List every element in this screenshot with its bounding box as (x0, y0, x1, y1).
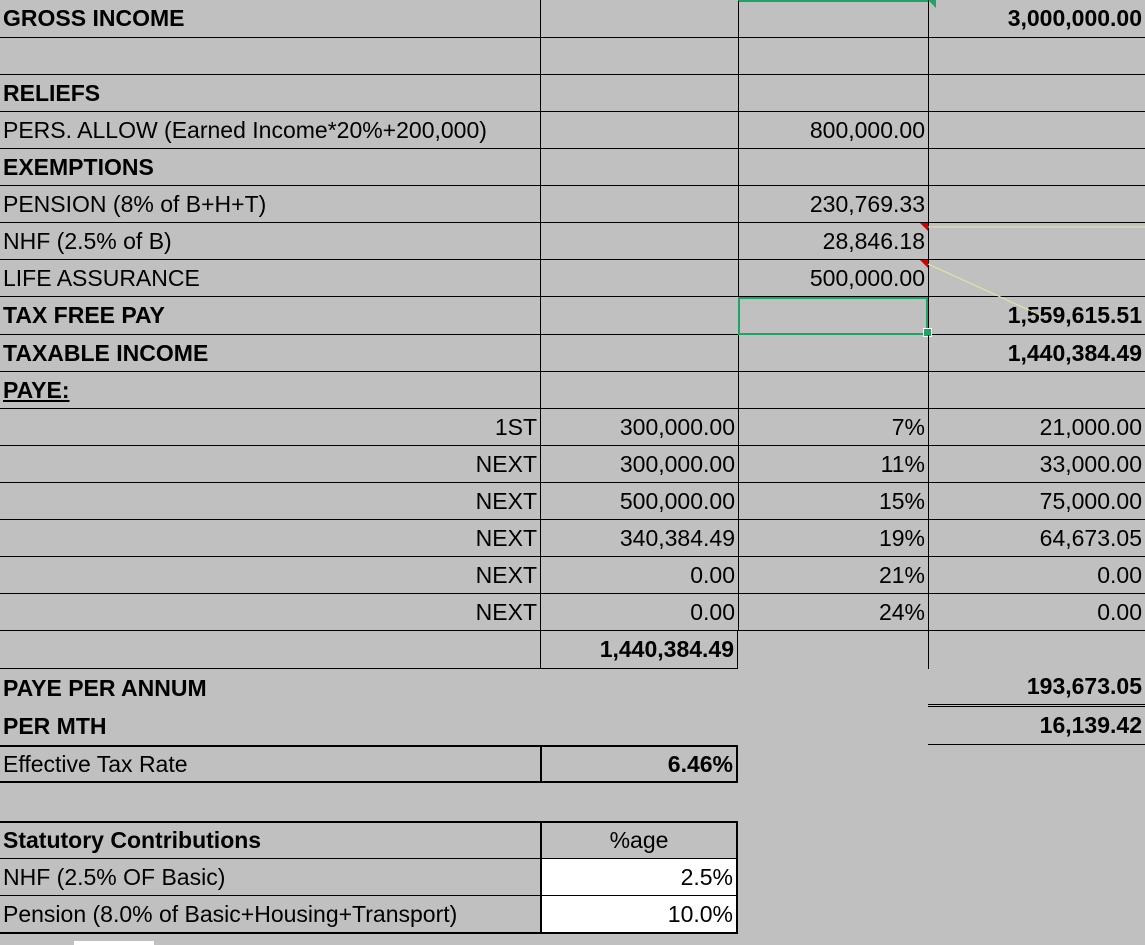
cell-tax-free-pay-label[interactable]: TAX FREE PAY (0, 297, 540, 335)
cell-nhf-label[interactable]: NHF (2.5% of B) (0, 223, 540, 260)
cell-band-rate[interactable]: 11% (738, 446, 928, 483)
cell-band-amount[interactable]: 300,000.00 (540, 409, 738, 446)
cell-statutory-label[interactable]: NHF (2.5% OF Basic) (0, 859, 540, 896)
cell-band-tax[interactable]: 75,000.00 (928, 483, 1145, 520)
cell-exemptions-label[interactable]: EXEMPTIONS (0, 149, 540, 186)
cell-band-rate[interactable]: 21% (738, 557, 928, 594)
cell-band-label[interactable]: NEXT (0, 594, 540, 631)
cell-paye-label[interactable]: PAYE: (0, 372, 540, 409)
cell-band-tax[interactable]: 33,000.00 (928, 446, 1145, 483)
cell-tax-free-pay-total[interactable]: 1,559,615.51 (928, 297, 1145, 335)
cell-pers-allow-amount[interactable]: 800,000.00 (738, 112, 928, 149)
cell-band-amount[interactable]: 300,000.00 (540, 446, 738, 483)
cell-paye-per-annum-value[interactable]: 193,673.05 (928, 669, 1145, 707)
cell-pension-label[interactable]: PENSION (8% of B+H+T) (0, 186, 540, 223)
cell-band-total[interactable]: 1,440,384.49 (540, 631, 738, 669)
cell-band-amount[interactable]: 0.00 (540, 594, 738, 631)
cell-band-tax[interactable]: 0.00 (928, 557, 1145, 594)
cell-life-assurance-amount[interactable]: 500,000.00 (738, 260, 928, 297)
cell-band-label[interactable]: NEXT (0, 557, 540, 594)
scrollbar-stub[interactable] (74, 941, 154, 945)
cell-band-rate[interactable]: 7% (738, 409, 928, 446)
cell-band-label[interactable]: NEXT (0, 446, 540, 483)
cell-band-label[interactable]: NEXT (0, 520, 540, 557)
cell-band-tax[interactable]: 0.00 (928, 594, 1145, 631)
cell-band-amount[interactable]: 0.00 (540, 557, 738, 594)
cell-gross-income-total[interactable]: 3,000,000.00 (928, 0, 1145, 38)
cell-band-amount[interactable]: 500,000.00 (540, 483, 738, 520)
cell-nhf-amount[interactable]: 28,846.18 (738, 223, 928, 260)
cell-band-rate[interactable]: 19% (738, 520, 928, 557)
cell-taxable-income-label[interactable]: TAXABLE INCOME (0, 335, 540, 372)
cell-reliefs-label[interactable]: RELIEFS (0, 75, 540, 112)
cell-band-tax[interactable]: 64,673.05 (928, 520, 1145, 557)
cell-band-rate[interactable]: 24% (738, 594, 928, 631)
cell-pension-amount[interactable]: 230,769.33 (738, 186, 928, 223)
cell-statutory-title[interactable]: Statutory Contributions (0, 821, 540, 859)
cell-pers-allow-label[interactable]: PERS. ALLOW (Earned Income*20%+200,000) (0, 112, 540, 149)
cell-band-label[interactable]: NEXT (0, 483, 540, 520)
cell-per-month-label[interactable]: PER MTH (3, 712, 107, 739)
cell-statutory-value[interactable]: 2.5% (540, 859, 738, 896)
cell-band-label[interactable]: 1ST (0, 409, 540, 446)
cell-paye-per-annum-label[interactable]: PAYE PER ANNUM (3, 674, 207, 701)
cell-band-amount[interactable]: 340,384.49 (540, 520, 738, 557)
cell-statutory-header[interactable]: %age (540, 821, 738, 859)
cell-taxable-income-total[interactable]: 1,440,384.49 (928, 335, 1145, 372)
cell-gross-income-label[interactable]: GROSS INCOME (0, 0, 540, 38)
cell-statutory-label[interactable]: Pension (8.0% of Basic+Housing+Transport) (0, 896, 540, 934)
cell-band-tax[interactable]: 21,000.00 (928, 409, 1145, 446)
cell-per-month-value[interactable]: 16,139.42 (928, 707, 1145, 745)
cell-band-rate[interactable]: 15% (738, 483, 928, 520)
cell-effective-rate-label[interactable]: Effective Tax Rate (0, 745, 540, 783)
cell-life-assurance-label[interactable]: LIFE ASSURANCE (0, 260, 540, 297)
cell-statutory-value[interactable]: 10.0% (540, 896, 738, 934)
cell-effective-rate-value[interactable]: 6.46% (540, 745, 738, 783)
